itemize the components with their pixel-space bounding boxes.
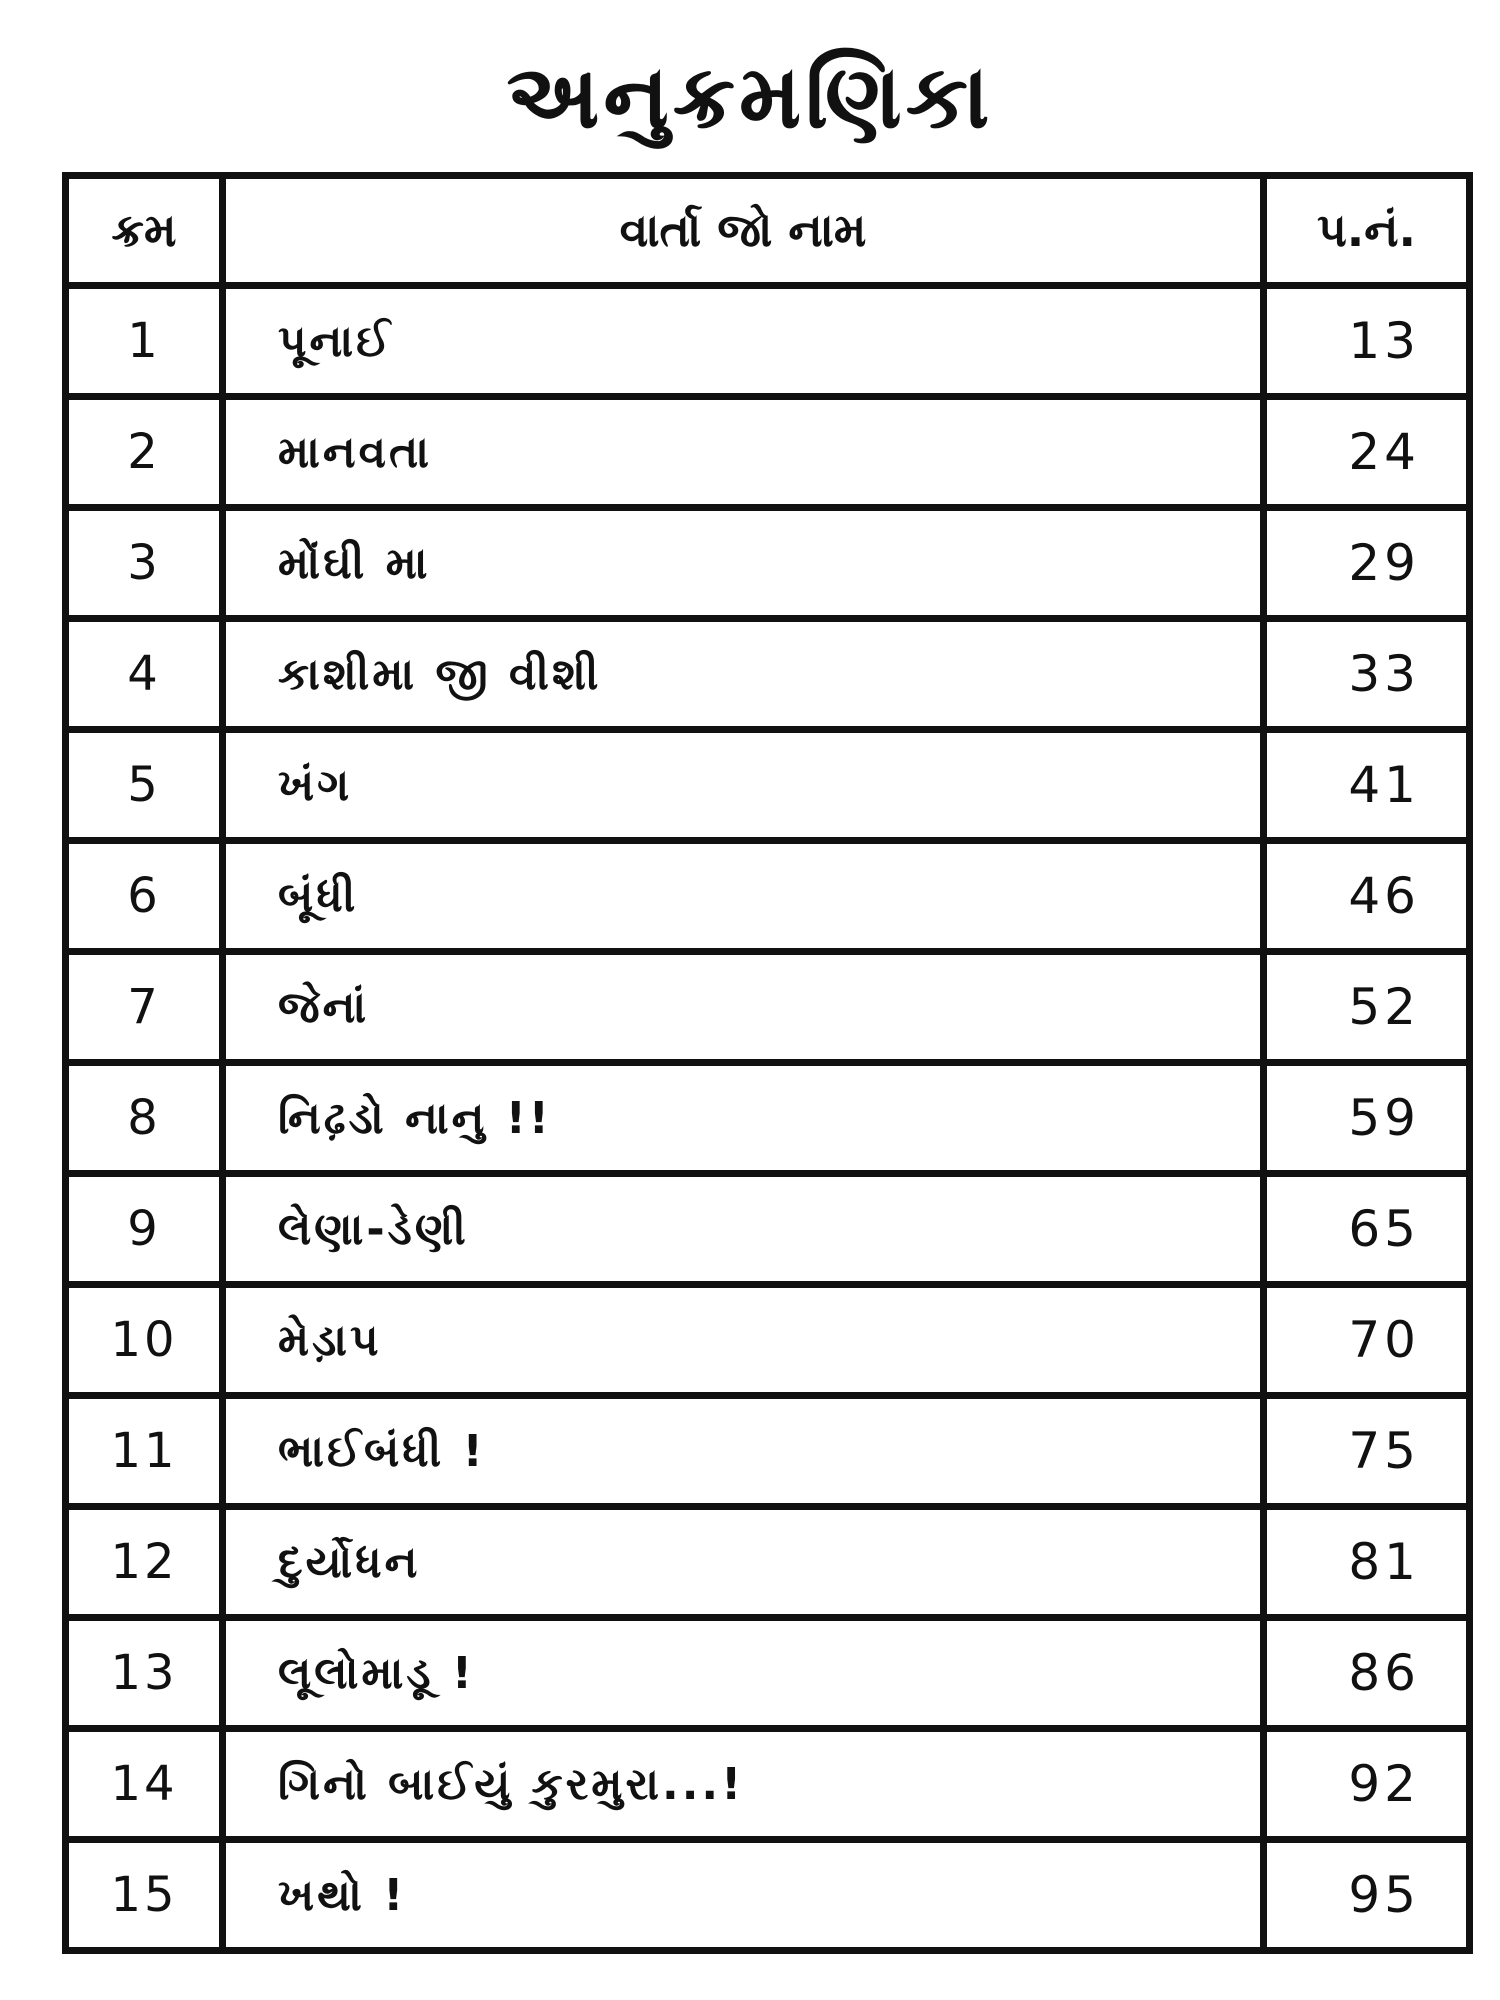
header-page-number: પ.નં. <box>1264 176 1470 286</box>
row-number: 7 <box>66 952 223 1063</box>
row-number: 9 <box>66 1174 223 1285</box>
page-title: અનુક્રમણિકા <box>506 45 994 148</box>
header-number: ક્રમ <box>66 176 223 286</box>
table-row <box>66 1729 1470 1840</box>
table-row <box>66 730 1470 841</box>
row-number: 10 <box>66 1285 223 1396</box>
table-row <box>66 1063 1470 1174</box>
story-title: લૂલોમાડૂ ! <box>223 1618 1264 1729</box>
table-of-contents <box>62 172 1473 1954</box>
page-number: 59 <box>1264 1063 1470 1174</box>
story-title: દુર્યોધન <box>223 1507 1264 1618</box>
story-title: ખંગ <box>223 730 1264 841</box>
page-number: 86 <box>1264 1618 1470 1729</box>
row-number: 8 <box>66 1063 223 1174</box>
story-title: પૂનાઈ <box>223 286 1264 397</box>
row-number: 5 <box>66 730 223 841</box>
table-row <box>66 952 1470 1063</box>
table-row <box>66 841 1470 952</box>
table-row <box>66 1507 1470 1618</box>
page-number: 29 <box>1264 508 1470 619</box>
row-number: 1 <box>66 286 223 397</box>
story-title: ભાઈબંધી ! <box>223 1396 1264 1507</box>
header-story-title: વાર્તા જો નામ <box>223 176 1264 286</box>
table-row <box>66 1396 1470 1507</box>
table-row <box>66 1618 1470 1729</box>
table-row <box>66 1174 1470 1285</box>
table-row <box>66 508 1470 619</box>
page-number: 13 <box>1264 286 1470 397</box>
page-number: 46 <box>1264 841 1470 952</box>
story-title: મોંઘી મા <box>223 508 1264 619</box>
page-number: 75 <box>1264 1396 1470 1507</box>
table-row <box>66 286 1470 397</box>
table-row <box>66 1285 1470 1396</box>
page-number: 81 <box>1264 1507 1470 1618</box>
row-number: 11 <box>66 1396 223 1507</box>
row-number: 12 <box>66 1507 223 1618</box>
row-number: 2 <box>66 397 223 508</box>
story-title: કાશીમા જી વીશી <box>223 619 1264 730</box>
row-number: 14 <box>66 1729 223 1840</box>
story-title: ખથો ! <box>223 1840 1264 1951</box>
story-title: લેણા-ડેણી <box>223 1174 1264 1285</box>
row-number: 3 <box>66 508 223 619</box>
story-title: મેડ઼ાપ <box>223 1285 1264 1396</box>
page-number: 33 <box>1264 619 1470 730</box>
table-row <box>66 619 1470 730</box>
page-number: 24 <box>1264 397 1470 508</box>
row-number: 15 <box>66 1840 223 1951</box>
story-title: જેનાં <box>223 952 1264 1063</box>
page-number: 95 <box>1264 1840 1470 1951</box>
table-row <box>66 397 1470 508</box>
page-number: 92 <box>1264 1729 1470 1840</box>
row-number: 4 <box>66 619 223 730</box>
story-title: માનવતા <box>223 397 1264 508</box>
row-number: 13 <box>66 1618 223 1729</box>
story-title: બૂંધી <box>223 841 1264 952</box>
story-title: નિઢ઼ડો નાનુ !! <box>223 1063 1264 1174</box>
story-title: ગિનો બાઈયું કુરમુરા...! <box>223 1729 1264 1840</box>
page-number: 52 <box>1264 952 1470 1063</box>
table-header-row <box>66 176 1470 286</box>
page-number: 70 <box>1264 1285 1470 1396</box>
table-row <box>66 1840 1470 1951</box>
page-number: 65 <box>1264 1174 1470 1285</box>
page-number: 41 <box>1264 730 1470 841</box>
row-number: 6 <box>66 841 223 952</box>
